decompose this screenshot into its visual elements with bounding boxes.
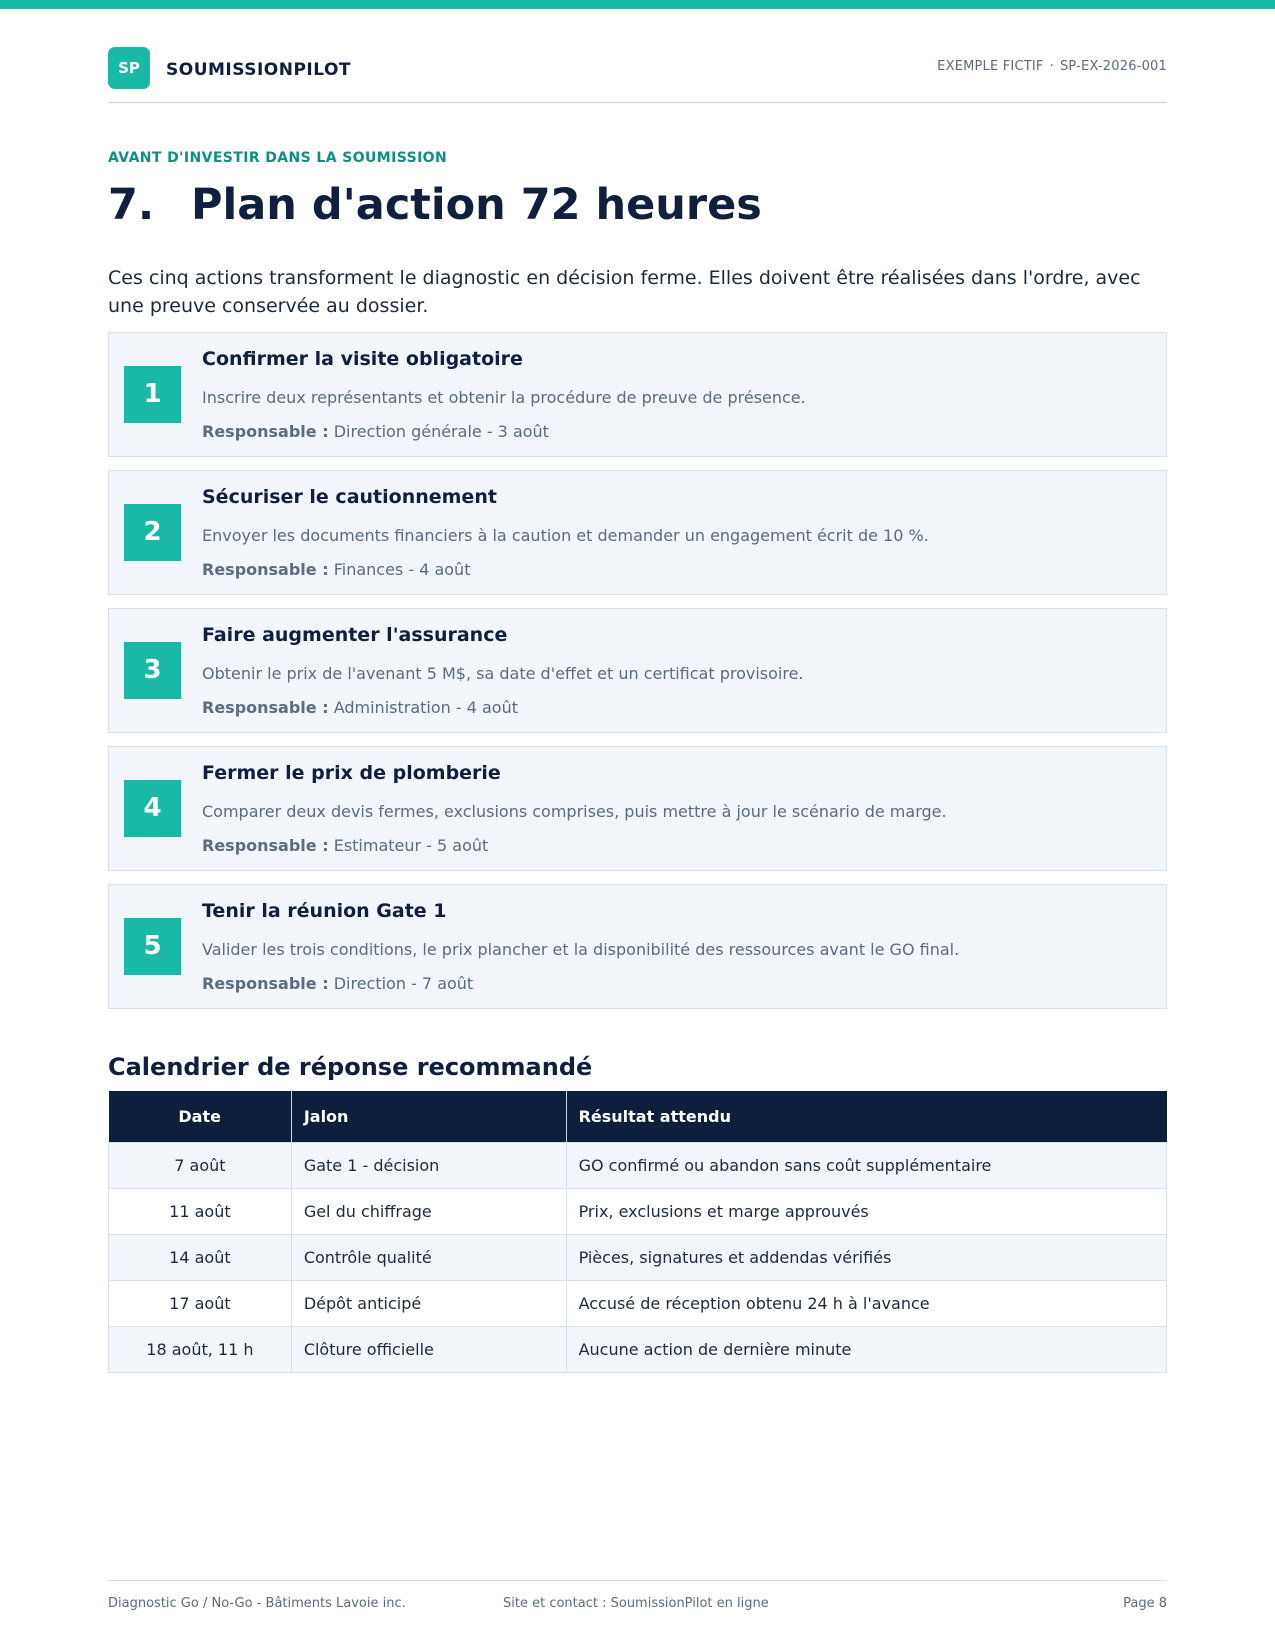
intro-paragraph: Ces cinq actions transforment le diagnostic en décision ferme. Elles doivent être réalisées dans l'ordre, avec une preuve conservée au dossier. bbox=[108, 267, 1141, 317]
cell-date: 17 août bbox=[109, 1280, 292, 1326]
action-description: Valider les trois conditions, le prix plancher et la disponibilité des ressources avant le GO final. bbox=[202, 940, 960, 959]
responsible-label: Responsable : bbox=[202, 698, 329, 717]
cell-date: 14 août bbox=[109, 1234, 292, 1280]
column-header-date: Date bbox=[109, 1091, 292, 1142]
footer-contact: Site et contact : SoumissionPilot en ligne bbox=[503, 1596, 769, 1611]
action-title: Tenir la réunion Gate 1 bbox=[202, 900, 447, 922]
brand-name: SOUMISSIONPILOT bbox=[166, 60, 352, 80]
cell-result: Prix, exclusions et marge approuvés bbox=[566, 1188, 1166, 1234]
table-row bbox=[109, 1280, 1167, 1326]
cell-result: GO confirmé ou abandon sans coût supplémentaire bbox=[566, 1142, 1166, 1188]
cell-result: Accusé de réception obtenu 24 h à l'avance bbox=[566, 1280, 1166, 1326]
page-number: Page 8 bbox=[1123, 1596, 1167, 1611]
responsible-value: Estimateur - 5 août bbox=[333, 836, 489, 855]
action-title: Fermer le prix de plomberie bbox=[202, 762, 501, 784]
action-description: Comparer deux devis fermes, exclusions comprises, puis mettre à jour le scénario de marge. bbox=[202, 802, 947, 821]
action-number-badge: 2 bbox=[124, 504, 181, 561]
cell-milestone: Gel du chiffrage bbox=[291, 1188, 566, 1234]
action-card bbox=[108, 332, 1167, 457]
footer-document-title: Diagnostic Go / No-Go - Bâtiments Lavoie inc. bbox=[108, 1596, 406, 1611]
action-responsible bbox=[202, 422, 549, 441]
cell-result: Pièces, signatures et addendas vérifiés bbox=[566, 1234, 1166, 1280]
table-row bbox=[109, 1326, 1167, 1372]
responsible-value: Direction - 7 août bbox=[333, 974, 474, 993]
action-number-badge: 5 bbox=[124, 918, 181, 975]
action-list bbox=[108, 332, 1167, 1022]
action-description: Obtenir le prix de l'avenant 5 M$, sa date d'effet et un certificat provisoire. bbox=[202, 664, 804, 683]
page-title bbox=[108, 180, 762, 230]
cell-milestone: Contrôle qualité bbox=[291, 1234, 566, 1280]
action-title: Confirmer la visite obligatoire bbox=[202, 348, 523, 370]
action-responsible bbox=[202, 974, 473, 993]
action-card bbox=[108, 884, 1167, 1009]
action-description: Envoyer les documents financiers à la caution et demander un engagement écrit de 10 %. bbox=[202, 526, 929, 545]
column-header-result: Résultat attendu bbox=[566, 1091, 1166, 1142]
action-number-badge: 3 bbox=[124, 642, 181, 699]
cell-milestone: Dépôt anticipé bbox=[291, 1280, 566, 1326]
responsible-label: Responsable : bbox=[202, 836, 329, 855]
responsible-label: Responsable : bbox=[202, 422, 329, 441]
responsible-value: Direction générale - 3 août bbox=[333, 422, 549, 441]
action-description: Inscrire deux représentants et obtenir la procédure de preuve de présence. bbox=[202, 388, 806, 407]
table-row bbox=[109, 1188, 1167, 1234]
action-card bbox=[108, 746, 1167, 871]
section-number: 7. bbox=[108, 180, 155, 230]
cell-date: 7 août bbox=[109, 1142, 292, 1188]
section-title: Plan d'action 72 heures bbox=[191, 180, 762, 230]
cell-result: Aucune action de dernière minute bbox=[566, 1326, 1166, 1372]
doc-separator: · bbox=[1049, 59, 1054, 74]
calendar-table bbox=[108, 1091, 1167, 1373]
action-title: Faire augmenter l'assurance bbox=[202, 624, 508, 646]
action-card bbox=[108, 470, 1167, 595]
cell-date: 11 août bbox=[109, 1188, 292, 1234]
calendar-title: Calendrier de réponse recommandé bbox=[108, 1053, 593, 1081]
action-title: Sécuriser le cautionnement bbox=[202, 486, 497, 508]
page-header bbox=[108, 47, 1167, 103]
responsible-value: Finances - 4 août bbox=[333, 560, 471, 579]
table-row bbox=[109, 1142, 1167, 1188]
responsible-label: Responsable : bbox=[202, 560, 329, 579]
logo: SP bbox=[108, 47, 150, 89]
action-responsible bbox=[202, 836, 488, 855]
section-eyebrow: AVANT D'INVESTIR DANS LA SOUMISSION bbox=[108, 150, 448, 166]
column-header-milestone: Jalon bbox=[291, 1091, 566, 1142]
table-row bbox=[109, 1234, 1167, 1280]
action-card bbox=[108, 608, 1167, 733]
cell-milestone: Gate 1 - décision bbox=[291, 1142, 566, 1188]
page-footer bbox=[108, 1580, 1167, 1610]
action-responsible bbox=[202, 698, 518, 717]
responsible-label: Responsable : bbox=[202, 974, 329, 993]
page bbox=[108, 0, 1167, 1650]
action-responsible bbox=[202, 560, 470, 579]
cell-milestone: Clôture officielle bbox=[291, 1326, 566, 1372]
table-header-row bbox=[109, 1091, 1167, 1142]
cell-date: 18 août, 11 h bbox=[109, 1326, 292, 1372]
doc-label: EXEMPLE FICTIF bbox=[937, 59, 1044, 74]
doc-id: SP-EX-2026-001 bbox=[1059, 59, 1167, 74]
action-number-badge: 4 bbox=[124, 780, 181, 837]
document-reference bbox=[937, 59, 1167, 74]
responsible-value: Administration - 4 août bbox=[333, 698, 518, 717]
action-number-badge: 1 bbox=[124, 366, 181, 423]
